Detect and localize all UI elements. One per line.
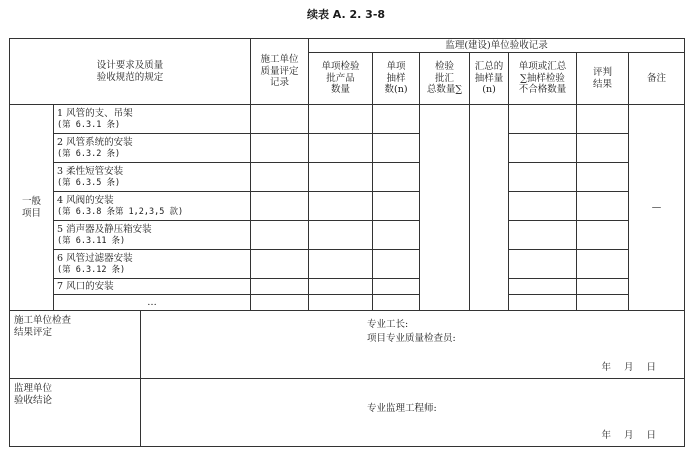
table-row <box>10 105 685 134</box>
table-row <box>10 134 685 163</box>
table-row <box>10 279 685 295</box>
col-remark: 备注 <box>629 53 685 105</box>
item-reference: (第 6.3.8 条第 1,2,3,5 款) <box>57 206 184 217</box>
acceptance-table <box>9 38 685 447</box>
item-name: 5 消声器及静压箱安装 <box>57 223 152 235</box>
record-cell[interactable] <box>251 134 309 163</box>
supervision-date: 年 月 日 <box>601 430 657 442</box>
record-cell[interactable] <box>509 279 577 295</box>
record-cell[interactable] <box>251 295 309 311</box>
record-cell[interactable] <box>373 295 420 311</box>
item-cell <box>54 134 251 163</box>
item-name: 3 柔性短管安装 <box>57 165 124 177</box>
record-cell[interactable] <box>577 163 629 192</box>
record-cell[interactable] <box>309 105 373 134</box>
record-cell[interactable] <box>577 250 629 279</box>
foreman-label: 专业工长: <box>367 319 409 330</box>
record-cell[interactable] <box>309 250 373 279</box>
item-reference: (第 6.3.2 条) <box>57 148 121 159</box>
page-title: 续表 A. 2. 3-8 <box>306 8 386 21</box>
record-cell[interactable] <box>577 134 629 163</box>
record-cell[interactable] <box>509 250 577 279</box>
record-cell[interactable] <box>373 163 420 192</box>
record-cell[interactable] <box>373 105 420 134</box>
construction-date: 年 月 日 <box>601 362 657 374</box>
item-name: 6 风管过滤器安装 <box>57 252 133 264</box>
record-cell[interactable] <box>251 192 309 221</box>
col-sample-count: 单项 抽样 数(n) <box>373 53 420 105</box>
batch-total-cell[interactable] <box>420 105 470 311</box>
record-cell[interactable] <box>251 105 309 134</box>
item-name: 1 风管的支、吊架 <box>57 107 133 119</box>
record-cell[interactable] <box>509 221 577 250</box>
signoff-divider <box>140 379 141 447</box>
record-cell[interactable] <box>577 221 629 250</box>
item-cell <box>54 295 251 311</box>
supervision-conclusion-label: 监理单位 验收结论 <box>14 383 53 406</box>
constructor-record-header: 施工单位 质量评定 记录 <box>251 39 309 105</box>
table-row <box>10 163 685 192</box>
record-cell[interactable] <box>373 192 420 221</box>
record-cell[interactable] <box>577 192 629 221</box>
col-batch-quantity: 单项检验 批产品 数量 <box>309 53 373 105</box>
item-cell <box>54 105 251 134</box>
design-requirement-header: 设计要求及质量 验收规范的规定 <box>10 39 251 105</box>
record-cell[interactable] <box>309 134 373 163</box>
table-row <box>10 192 685 221</box>
record-cell[interactable] <box>509 295 577 311</box>
record-cell[interactable] <box>577 279 629 295</box>
col-batch-total: 检验 批汇 总数量∑ <box>420 53 470 105</box>
record-cell[interactable] <box>251 250 309 279</box>
record-cell[interactable] <box>251 221 309 250</box>
supervision-signoff-row <box>10 379 685 447</box>
category-general-items: 一般 项目 <box>10 105 54 311</box>
record-cell[interactable] <box>373 134 420 163</box>
record-cell[interactable] <box>373 250 420 279</box>
col-unqualified-count: 单项或汇总 ∑抽样检验 不合格数量 <box>509 53 577 105</box>
record-cell[interactable] <box>309 295 373 311</box>
item-name: 2 风管系统的安装 <box>57 136 133 148</box>
table-row <box>10 250 685 279</box>
item-ellipsis: … <box>147 296 157 308</box>
construction-check-label: 施工单位检查 结果评定 <box>14 315 72 338</box>
record-cell[interactable] <box>309 221 373 250</box>
item-reference: (第 6.3.1 条) <box>57 119 121 130</box>
record-cell[interactable] <box>309 279 373 295</box>
record-cell[interactable] <box>251 279 309 295</box>
construction-signoff-cell[interactable] <box>10 311 685 379</box>
item-cell <box>54 250 251 279</box>
supervision-engineer-label: 专业监理工程师: <box>367 403 437 414</box>
item-cell <box>54 221 251 250</box>
item-reference: (第 6.3.11 条) <box>57 235 126 246</box>
record-cell[interactable] <box>309 163 373 192</box>
record-cell[interactable] <box>509 163 577 192</box>
item-cell <box>54 192 251 221</box>
total-sample-cell[interactable] <box>470 105 509 311</box>
record-cell[interactable] <box>577 295 629 311</box>
item-name: 4 风阀的安装 <box>57 194 114 206</box>
col-total-sample: 汇总的 抽样量 (n) <box>470 53 509 105</box>
record-cell[interactable] <box>509 134 577 163</box>
table-row <box>10 295 685 311</box>
item-reference: (第 6.3.12 条) <box>57 264 126 275</box>
col-judgement: 评判 结果 <box>577 53 629 105</box>
item-cell <box>54 279 251 295</box>
signoff-divider <box>140 311 141 379</box>
table-row <box>10 221 685 250</box>
record-cell[interactable] <box>309 192 373 221</box>
supervision-signoff-cell[interactable] <box>10 379 685 447</box>
record-cell[interactable] <box>251 163 309 192</box>
item-name: 7 风口的安装 <box>57 280 114 292</box>
header-row <box>10 39 685 53</box>
inspector-label: 项目专业质量检查员: <box>367 333 456 344</box>
item-cell <box>54 163 251 192</box>
record-cell[interactable] <box>373 279 420 295</box>
record-cell[interactable] <box>509 192 577 221</box>
supervision-record-header: 监理(建设)单位验收记录 <box>309 39 685 53</box>
item-reference: (第 6.3.5 条) <box>57 177 121 188</box>
record-cell[interactable] <box>577 105 629 134</box>
construction-signoff-row <box>10 311 685 379</box>
record-cell[interactable] <box>373 221 420 250</box>
remark-cell: — <box>629 105 685 311</box>
record-cell[interactable] <box>509 105 577 134</box>
